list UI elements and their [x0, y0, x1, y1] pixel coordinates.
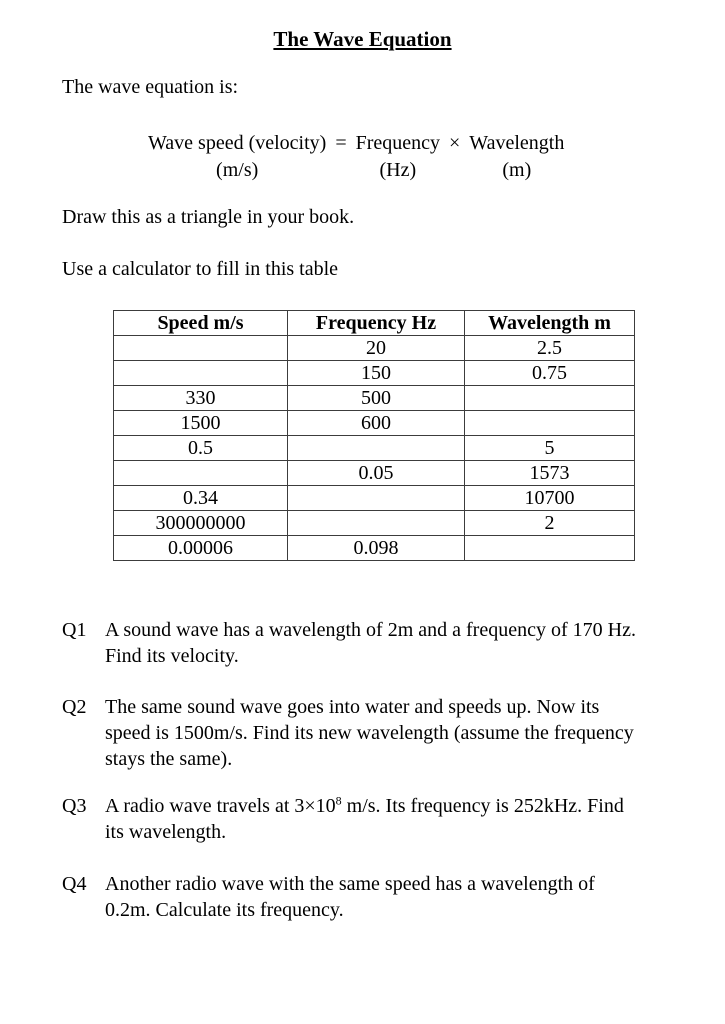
question-4-text	[105, 871, 595, 923]
question-4-line-1: Another radio wave with the same speed has a wavelength of	[105, 873, 595, 895]
table-cell	[288, 511, 465, 536]
table-cell: 0.098	[288, 536, 465, 561]
equation-times-sign: ×	[449, 132, 461, 154]
question-3-superscript: 8	[335, 793, 342, 808]
table-cell	[465, 536, 635, 561]
question-2-label: Q2	[62, 696, 87, 718]
question-2-line-1: The same sound wave goes into water and speeds up. Now its	[105, 696, 600, 718]
table-row	[114, 386, 635, 411]
question-1-line-1: A sound wave has a wavelength of 2m and a frequency of 170 Hz.	[105, 619, 636, 641]
table-instruction: Use a calculator to fill in this table	[62, 258, 339, 280]
table-cell: 500	[288, 386, 465, 411]
table-cell: 0.05	[288, 461, 465, 486]
page-title: The Wave Equation	[273, 27, 452, 51]
question-2	[62, 694, 634, 772]
question-4-line-2: 0.2m. Calculate its frequency.	[105, 899, 344, 921]
question-1-line-2: Find its velocity.	[105, 645, 239, 667]
table-header-wavelength: Wavelength m	[465, 311, 635, 336]
question-2-text	[105, 694, 634, 772]
table-cell: 150	[288, 361, 465, 386]
table-cell: 300000000	[114, 511, 288, 536]
question-2-line-3: stays the same).	[105, 748, 233, 770]
table-row	[114, 461, 635, 486]
table-cell: 0.75	[465, 361, 635, 386]
table-row	[114, 411, 635, 436]
equation-unit-frequency: (Hz)	[379, 159, 417, 181]
question-3-label: Q3	[62, 795, 87, 817]
intro-text: The wave equation is:	[62, 76, 239, 98]
wave-table-body	[114, 336, 635, 561]
table-cell: 5	[465, 436, 635, 461]
question-3	[62, 793, 624, 845]
table-row	[114, 536, 635, 561]
table-row	[114, 361, 635, 386]
table-cell	[114, 361, 288, 386]
question-4-label: Q4	[62, 873, 87, 895]
wave-equation	[148, 130, 564, 184]
question-1-text	[105, 617, 636, 669]
question-3-line-1	[105, 793, 624, 819]
table-row	[114, 336, 635, 361]
table-cell: 0.5	[114, 436, 288, 461]
table-cell	[114, 336, 288, 361]
equation-unit-speed: (m/s)	[216, 159, 259, 181]
table-cell	[114, 461, 288, 486]
table-cell: 2.5	[465, 336, 635, 361]
question-3-line-1-pre: A radio wave travels at 3×10	[105, 795, 336, 817]
table-header-frequency: Frequency Hz	[288, 311, 465, 336]
table-cell: 20	[288, 336, 465, 361]
wave-table	[113, 310, 635, 561]
table-row	[114, 486, 635, 511]
question-1-label: Q1	[62, 619, 87, 641]
table-cell: 0.34	[114, 486, 288, 511]
question-3-line-2: its wavelength.	[105, 821, 227, 843]
equation-equals-sign: =	[335, 132, 347, 154]
question-3-line-1-post: m/s. Its frequency is 252kHz. Find	[341, 795, 624, 817]
table-cell: 2	[465, 511, 635, 536]
table-cell: 600	[288, 411, 465, 436]
triangle-instruction: Draw this as a triangle in your book.	[62, 206, 355, 228]
table-cell: 1500	[114, 411, 288, 436]
table-cell	[288, 486, 465, 511]
table-header-speed: Speed m/s	[114, 311, 288, 336]
equation-term-frequency: Frequency	[355, 132, 441, 154]
table-cell	[288, 436, 465, 461]
table-cell	[465, 411, 635, 436]
equation-unit-wavelength: (m)	[502, 159, 532, 181]
question-4	[62, 871, 595, 923]
table-row	[114, 436, 635, 461]
equation-term-speed: Wave speed (velocity)	[148, 132, 327, 154]
table-cell: 1573	[465, 461, 635, 486]
table-cell: 10700	[465, 486, 635, 511]
table-header-row	[114, 311, 635, 336]
table-cell: 0.00006	[114, 536, 288, 561]
table-cell: 330	[114, 386, 288, 411]
question-1	[62, 617, 636, 669]
table-cell	[465, 386, 635, 411]
table-row	[114, 511, 635, 536]
question-2-line-2: speed is 1500m/s. Find its new wavelength (assume the frequency	[105, 722, 634, 744]
equation-term-wavelength: Wavelength	[469, 132, 565, 154]
question-3-text	[105, 793, 624, 845]
